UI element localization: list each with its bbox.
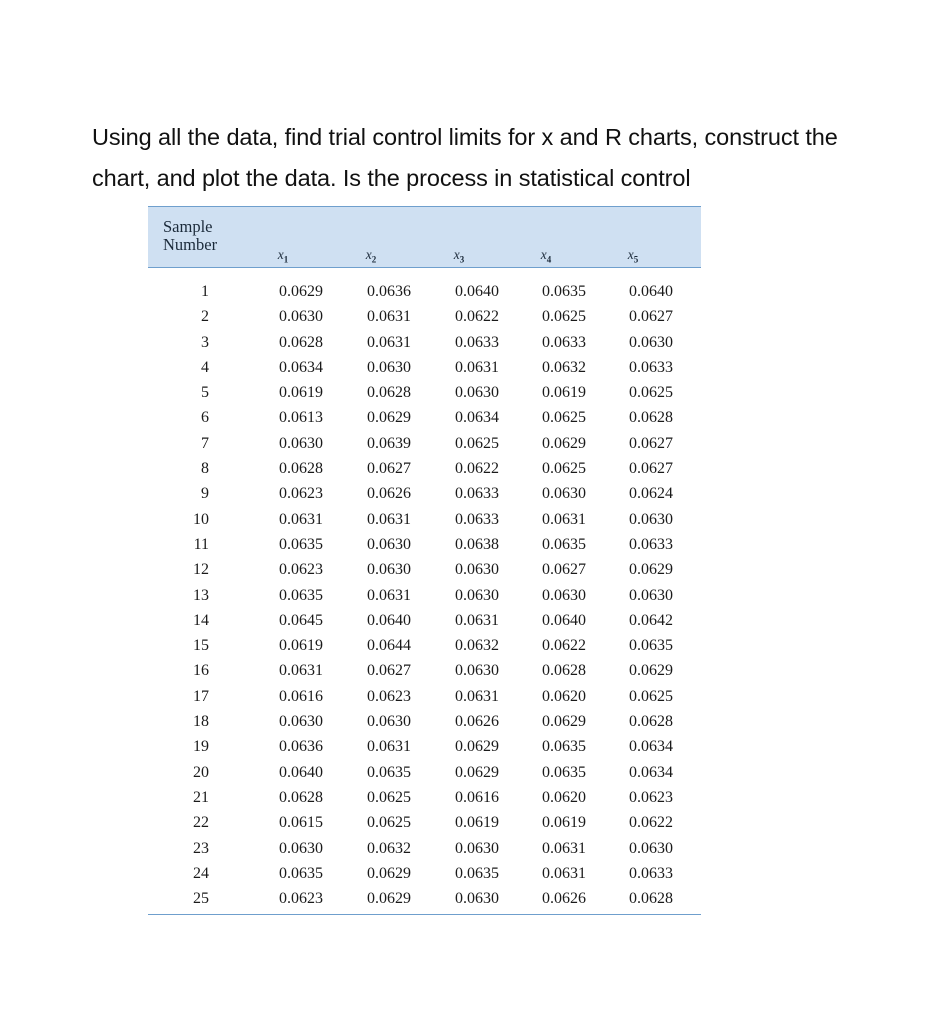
sample-header-line-2: Number	[163, 235, 218, 254]
sample-number-cell: 7	[201, 434, 209, 452]
column-header-x4: $x_4$	[540, 247, 552, 265]
measurement-cell-x1: 0.0630	[279, 434, 323, 452]
table-row	[148, 304, 701, 329]
measurement-cell-x4: 0.0629	[542, 713, 586, 731]
sample-number-header	[163, 218, 217, 254]
measurement-cell-x5: 0.0633	[629, 864, 673, 882]
sample-number-cell: 13	[193, 586, 209, 604]
measurement-cell-x2: 0.0630	[367, 713, 411, 731]
table-body	[148, 268, 701, 915]
measurement-cell-x3: 0.0631	[455, 687, 499, 705]
measurement-cell-x1: 0.0630	[279, 713, 323, 731]
measurement-cell-x3: 0.0634	[455, 409, 499, 427]
question-line-2: chart, and plot the data. Is the process in statistical control	[92, 165, 691, 191]
measurement-cell-x2: 0.0629	[367, 409, 411, 427]
measurement-cell-x4: 0.0625	[542, 409, 586, 427]
measurement-cell-x5: 0.0628	[629, 890, 673, 908]
measurement-cell-x5: 0.0628	[629, 713, 673, 731]
sample-number-cell: 18	[193, 713, 209, 731]
measurement-cell-x2: 0.0625	[367, 788, 411, 806]
measurement-cell-x5: 0.0635	[629, 637, 673, 655]
sample-number-cell: 17	[193, 687, 209, 705]
measurement-cell-x2: 0.0631	[367, 333, 411, 351]
sample-data-table	[148, 206, 701, 915]
measurement-cell-x4: 0.0632	[542, 358, 586, 376]
measurement-cell-x1: 0.0623	[279, 485, 323, 503]
measurement-cell-x4: 0.0619	[542, 814, 586, 832]
measurement-cell-x2: 0.0636	[367, 283, 411, 300]
measurement-cell-x5: 0.0634	[629, 763, 673, 781]
measurement-cell-x2: 0.0631	[367, 510, 411, 528]
sample-number-cell: 8	[201, 460, 209, 478]
table-row	[148, 279, 701, 304]
measurement-cell-x1: 0.0619	[279, 637, 323, 655]
sample-number-cell: 19	[193, 738, 209, 756]
measurement-cell-x4: 0.0640	[542, 611, 586, 629]
measurement-cell-x5: 0.0622	[629, 814, 673, 832]
measurement-cell-x2: 0.0627	[367, 662, 411, 680]
measurement-cell-x3: 0.0633	[455, 333, 499, 351]
measurement-cell-x1: 0.0623	[279, 561, 323, 579]
measurement-cell-x2: 0.0635	[367, 763, 411, 781]
table-row	[148, 658, 701, 683]
table-row	[148, 810, 701, 835]
sample-number-cell: 20	[193, 763, 209, 781]
measurement-cell-x5: 0.0630	[629, 839, 673, 857]
table-row	[148, 583, 701, 608]
table-header	[148, 206, 701, 268]
measurement-cell-x2: 0.0626	[367, 485, 411, 503]
measurement-cell-x1: 0.0635	[279, 535, 323, 553]
measurement-cell-x3: 0.0630	[455, 384, 499, 402]
measurement-cell-x5: 0.0624	[629, 485, 673, 503]
sample-number-cell: 5	[201, 384, 209, 402]
measurement-cell-x4: 0.0620	[542, 687, 586, 705]
measurement-cell-x1: 0.0636	[279, 738, 323, 756]
table-row	[148, 684, 701, 709]
measurement-cell-x5: 0.0630	[629, 586, 673, 604]
measurement-cell-x5: 0.0630	[629, 510, 673, 528]
measurement-cell-x3: 0.0640	[455, 283, 499, 300]
measurement-cell-x5: 0.0628	[629, 409, 673, 427]
table-row	[148, 532, 701, 557]
measurement-cell-x3: 0.0635	[455, 864, 499, 882]
measurement-cell-x3: 0.0626	[455, 713, 499, 731]
measurement-cell-x5: 0.0642	[629, 611, 673, 629]
measurement-cell-x4: 0.0635	[542, 763, 586, 781]
table-row	[148, 481, 701, 506]
measurement-cell-x2: 0.0628	[367, 384, 411, 402]
measurement-cell-x2: 0.0631	[367, 586, 411, 604]
sample-number-cell: 21	[193, 788, 209, 806]
measurement-cell-x2: 0.0631	[367, 738, 411, 756]
measurement-cell-x4: 0.0622	[542, 637, 586, 655]
measurement-cell-x4: 0.0627	[542, 561, 586, 579]
measurement-cell-x5: 0.0633	[629, 358, 673, 376]
sample-number-cell: 14	[193, 611, 209, 629]
measurement-cell-x3: 0.0638	[455, 535, 499, 553]
measurement-cell-x3: 0.0629	[455, 763, 499, 781]
measurement-cell-x3: 0.0622	[455, 460, 499, 478]
measurement-cell-x3: 0.0630	[455, 890, 499, 908]
measurement-cell-x2: 0.0627	[367, 460, 411, 478]
measurement-cell-x1: 0.0630	[279, 308, 323, 326]
table-row	[148, 330, 701, 355]
measurement-cell-x2: 0.0629	[367, 864, 411, 882]
measurement-cell-x3: 0.0630	[455, 662, 499, 680]
measurement-cell-x4: 0.0625	[542, 308, 586, 326]
table-row	[148, 355, 701, 380]
measurement-cell-x4: 0.0633	[542, 333, 586, 351]
measurement-cell-x2: 0.0632	[367, 839, 411, 857]
measurement-cell-x4: 0.0628	[542, 662, 586, 680]
column-header-x2: $x_2$	[365, 247, 377, 265]
table-row	[148, 633, 701, 658]
measurement-cell-x4: 0.0631	[542, 864, 586, 882]
table-row	[148, 405, 701, 430]
sample-number-cell: 24	[193, 864, 209, 882]
sample-number-cell: 23	[193, 839, 209, 857]
measurement-cell-x5: 0.0625	[629, 687, 673, 705]
measurement-cell-x1: 0.0623	[279, 890, 323, 908]
measurement-cell-x2: 0.0644	[367, 637, 411, 655]
measurement-cell-x4: 0.0635	[542, 738, 586, 756]
measurement-cell-x3: 0.0632	[455, 637, 499, 655]
measurement-cell-x1: 0.0619	[279, 384, 323, 402]
table-row	[148, 709, 701, 734]
measurement-cell-x4: 0.0630	[542, 586, 586, 604]
measurement-cell-x2: 0.0623	[367, 687, 411, 705]
measurement-cell-x2: 0.0630	[367, 358, 411, 376]
measurement-cell-x5: 0.0627	[629, 434, 673, 452]
question-text	[92, 117, 937, 199]
sample-number-cell: 11	[193, 535, 209, 553]
sample-number-cell: 22	[193, 814, 209, 832]
measurement-cell-x5: 0.0623	[629, 788, 673, 806]
sample-number-cell: 12	[193, 561, 209, 579]
measurement-cell-x3: 0.0629	[455, 738, 499, 756]
measurement-cell-x2: 0.0630	[367, 535, 411, 553]
measurement-cell-x1: 0.0630	[279, 839, 323, 857]
measurement-cell-x4: 0.0619	[542, 384, 586, 402]
measurement-cell-x2: 0.0639	[367, 434, 411, 452]
measurement-cell-x3: 0.0625	[455, 434, 499, 452]
measurement-cell-x3: 0.0630	[455, 839, 499, 857]
measurement-cell-x2: 0.0630	[367, 561, 411, 579]
measurement-cell-x1: 0.0615	[279, 814, 323, 832]
measurement-cell-x1: 0.0645	[279, 611, 323, 629]
table-row	[148, 380, 701, 405]
measurement-cell-x4: 0.0631	[542, 510, 586, 528]
question-line-1: Using all the data, find trial control limits for x and R charts, construct the	[92, 124, 838, 150]
table-row	[148, 861, 701, 886]
column-header-x1: $x_1$	[277, 247, 289, 265]
measurement-cell-x5: 0.0629	[629, 662, 673, 680]
sample-number-cell: 16	[193, 662, 209, 680]
table-row	[148, 836, 701, 861]
measurement-cell-x4: 0.0626	[542, 890, 586, 908]
sample-number-cell: 6	[201, 409, 209, 427]
column-header-x3: $x_3$	[453, 247, 465, 265]
table-row	[148, 734, 701, 759]
sample-number-cell: 1	[201, 283, 209, 300]
measurement-cell-x1: 0.0635	[279, 864, 323, 882]
sample-number-cell: 2	[201, 308, 209, 326]
sample-number-cell: 9	[201, 485, 209, 503]
measurement-cell-x5: 0.0627	[629, 460, 673, 478]
measurement-cell-x4: 0.0635	[542, 535, 586, 553]
measurement-cell-x3: 0.0622	[455, 308, 499, 326]
measurement-cell-x2: 0.0631	[367, 308, 411, 326]
measurement-cell-x1: 0.0616	[279, 687, 323, 705]
table-row	[148, 760, 701, 785]
sample-number-cell: 3	[201, 333, 209, 351]
measurement-cell-x1: 0.0628	[279, 333, 323, 351]
measurement-cell-x1: 0.0628	[279, 788, 323, 806]
sample-header-line-1: Sample	[163, 217, 213, 236]
measurement-cell-x1: 0.0634	[279, 358, 323, 376]
measurement-cell-x1: 0.0629	[279, 283, 323, 300]
sample-number-cell: 25	[193, 890, 209, 908]
measurement-cell-x4: 0.0629	[542, 434, 586, 452]
measurement-cell-x3: 0.0631	[455, 358, 499, 376]
measurement-cell-x2: 0.0625	[367, 814, 411, 832]
measurement-cell-x3: 0.0630	[455, 586, 499, 604]
measurement-cell-x5: 0.0630	[629, 333, 673, 351]
measurement-cell-x3: 0.0630	[455, 561, 499, 579]
measurement-cell-x3: 0.0633	[455, 485, 499, 503]
measurement-cell-x1: 0.0613	[279, 409, 323, 427]
sample-number-cell: 15	[193, 637, 209, 655]
table-row	[148, 557, 701, 582]
measurement-cell-x2: 0.0640	[367, 611, 411, 629]
table-row	[148, 507, 701, 532]
sample-number-cell: 10	[193, 510, 209, 528]
measurement-cell-x5: 0.0640	[629, 283, 673, 300]
measurement-cell-x4: 0.0620	[542, 788, 586, 806]
measurement-cell-x4: 0.0630	[542, 485, 586, 503]
measurement-cell-x1: 0.0640	[279, 763, 323, 781]
measurement-cell-x1: 0.0631	[279, 662, 323, 680]
measurement-cell-x4: 0.0625	[542, 460, 586, 478]
measurement-cell-x3: 0.0633	[455, 510, 499, 528]
measurement-cell-x4: 0.0635	[542, 283, 586, 300]
table-row	[148, 456, 701, 481]
measurement-cell-x4: 0.0631	[542, 839, 586, 857]
measurement-cell-x1: 0.0631	[279, 510, 323, 528]
measurement-cell-x2: 0.0629	[367, 890, 411, 908]
measurement-cell-x3: 0.0631	[455, 611, 499, 629]
column-header-x5: $x_5$	[627, 247, 639, 265]
measurement-cell-x5: 0.0633	[629, 535, 673, 553]
table-row	[148, 886, 701, 911]
measurement-cell-x5: 0.0634	[629, 738, 673, 756]
measurement-cell-x3: 0.0619	[455, 814, 499, 832]
table-row	[148, 785, 701, 810]
measurement-cell-x5: 0.0629	[629, 561, 673, 579]
measurement-cell-x3: 0.0616	[455, 788, 499, 806]
measurement-cell-x5: 0.0625	[629, 384, 673, 402]
measurement-cell-x5: 0.0627	[629, 308, 673, 326]
sample-number-cell: 4	[201, 358, 209, 376]
table-row	[148, 608, 701, 633]
measurement-cell-x1: 0.0628	[279, 460, 323, 478]
measurement-cell-x1: 0.0635	[279, 586, 323, 604]
table-row	[148, 431, 701, 456]
